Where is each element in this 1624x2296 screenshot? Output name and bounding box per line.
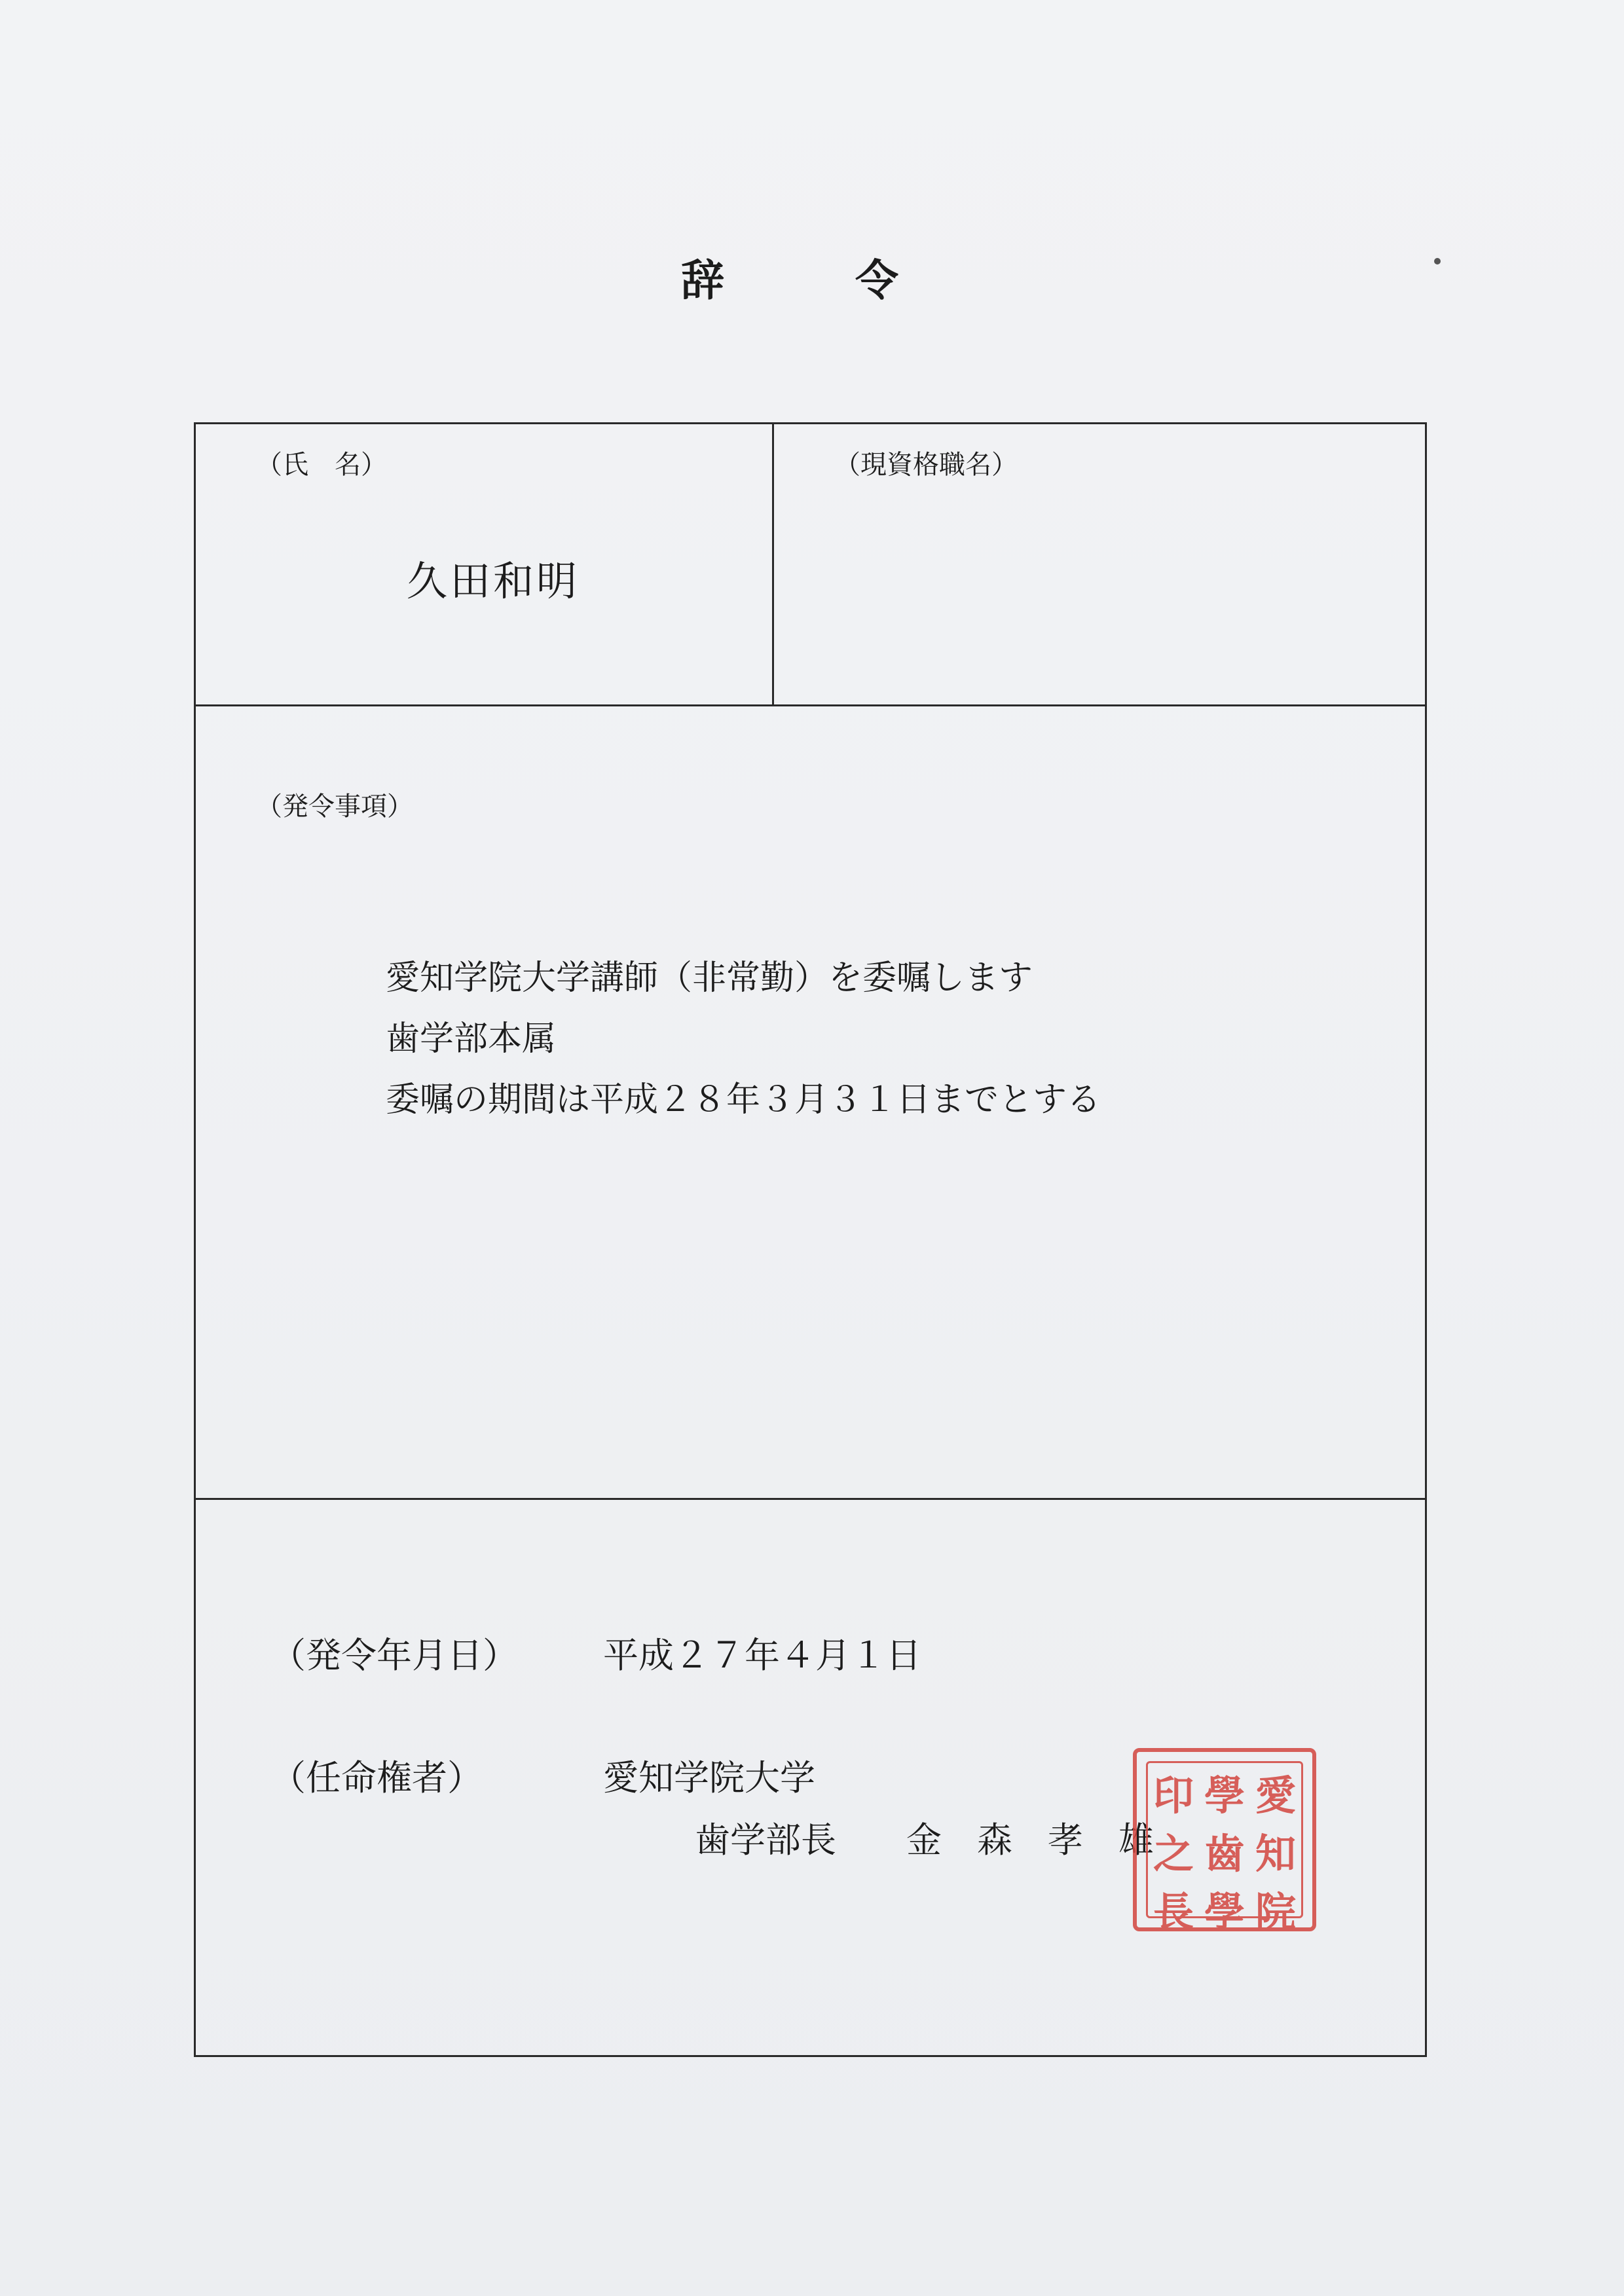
matters-line-3: 委嘱の期間は平成２８年３月３１日までとする — [386, 1080, 1101, 1120]
row-divider-2 — [196, 1498, 1425, 1500]
matters-line-1: 愛知学院大学講師（非常勤）を委嘱します — [386, 958, 1033, 998]
title-char-2: 令 — [855, 255, 898, 306]
seal-glyphs: 印 學 愛 之 齒 知 長 學 院 — [1146, 1761, 1303, 1918]
name-label: （氏 名） — [256, 450, 387, 480]
qualification-label: （現資格職名） — [834, 450, 1018, 480]
date-value: 平成２７年４月１日 — [603, 1635, 921, 1676]
matters-label: （発令事項） — [256, 792, 413, 822]
paper-speck — [1434, 258, 1441, 264]
appointer-org: 愛知学院大学 — [603, 1757, 815, 1798]
matters-body — [386, 948, 1101, 1131]
name-divider — [772, 424, 774, 704]
row-divider-1 — [196, 704, 1425, 706]
date-label: （発令年月日） — [270, 1635, 518, 1676]
official-seal — [1133, 1748, 1316, 1936]
name-value: 久田和明 — [407, 557, 580, 605]
title-char-1: 辞 — [681, 255, 724, 306]
appointer-name: 金 森 孝 雄 — [906, 1819, 1154, 1861]
appointer-label: （任命権者） — [270, 1757, 483, 1798]
appointer-title: 歯学部長 — [695, 1819, 836, 1861]
matters-line-2: 歯学部本属 — [386, 1019, 557, 1059]
document-title — [681, 246, 898, 308]
